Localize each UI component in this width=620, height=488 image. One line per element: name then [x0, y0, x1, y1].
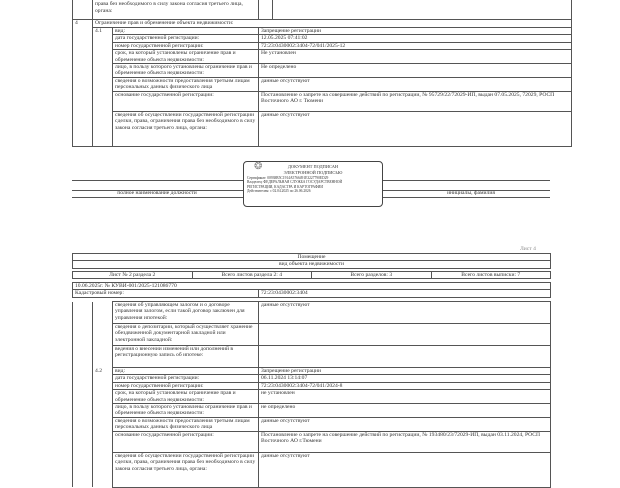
stamp-title: ЭЛЕКТРОННОЙ ПОДПИСЬЮ: [283, 170, 343, 175]
field-value: 72:23:0430002:3404-72/041/2024-8: [259, 382, 551, 389]
object-header: [72, 253, 551, 269]
field-label: вид:: [113, 28, 259, 35]
row-value: [273, 0, 572, 20]
row-label: Ограничение прав и обременение объекта недвижимости:: [93, 20, 572, 28]
stamp-owner: Владелец: ФЕДЕРАЛЬНАЯ СЛУЖБА ГОСУДАРСТВЕННОЙ: [247, 180, 343, 185]
row-num: [73, 0, 93, 20]
field-value: данные отсутствуют: [259, 417, 551, 431]
field-label: номер государственной регистрации:: [113, 382, 259, 389]
field-label: дата государственной регистрации:: [113, 35, 259, 42]
object-type: Помещение: [73, 254, 551, 261]
sub-num: 4.2: [93, 368, 113, 488]
field-value: [259, 346, 551, 368]
field-value: данные отсутствуют: [259, 302, 551, 324]
cadastral-label: Кадастровый номер:: [73, 290, 259, 297]
field-label: срок, на который установлены ограничение прав и обременение объекта недвижимости:: [113, 50, 259, 64]
restrictions-table-top: [72, 0, 572, 147]
field-label: сведения о депозитарии, который осуществляет хранение обездвиженной документарной закладной или электронной закладной:: [113, 324, 259, 346]
stamp-title: ДОКУМЕНТ ПОДПИСАН: [287, 164, 339, 169]
sheet-info-cell: Всего разделов: 3: [312, 272, 432, 279]
cadastral-number: 72:23:0430002:3404: [259, 290, 551, 297]
electronic-signature-stamp: [243, 161, 383, 207]
row-num: [73, 302, 93, 488]
stamp-validity: Действителен: с 02.04.2025 по 26.06.2026: [247, 189, 311, 194]
sheet-info: [72, 271, 551, 279]
field-label: сведения об осуществлении государственной регистрации сделки, права, ограничения права без необходимого в силу закона согласия третьего лица, органа:: [113, 452, 259, 487]
field-label: сведения об управляющем залогом и о договоре управления залогом, если такой договор заключен для управления ипотекой:: [113, 302, 259, 324]
position-label: полное наименование должности: [117, 190, 197, 196]
field-label: номер государственной регистрации:: [113, 42, 259, 49]
sheet-info-cell: Всего листов раздела 2: 4: [192, 272, 312, 279]
field-value: Постановление о запрете на совершение действий по регистрации, № 193480/23/72029-ИП, выдан 03.11.2024, РОСП Восточного АО г.Тюмени: [259, 431, 551, 452]
restrictions-table-bottom: [72, 301, 551, 488]
stamp-owner: РЕГИСТРАЦИИ, КАДАСТРА И КАРТОГРАФИИ: [247, 184, 323, 189]
extract-info: [72, 282, 551, 298]
sheet-info-cell: Всего листов выписки: 7: [431, 272, 551, 279]
sub-num: 4.1: [93, 28, 113, 147]
field-label: лицо, в пользу которого установлены ограничение прав и обременение объекта недвижимости:: [113, 64, 259, 78]
field-value: [259, 324, 551, 346]
field-value: Не установлен: [259, 50, 572, 64]
field-label: основание государственной регистрации:: [113, 91, 259, 111]
field-label: вид:: [113, 368, 259, 375]
field-value: Запрещение регистрации: [259, 28, 572, 35]
sub-num: [259, 0, 273, 20]
stamp-certificate: Сертификат: 00938B5C1914A5766491E3227790ED29: [247, 176, 329, 180]
object-caption: вид объекта недвижимости: [73, 261, 551, 268]
extract-number: 10.06.2025г. № КУВИ-001/2025-121086770: [73, 283, 551, 290]
field-value: не установлен: [259, 390, 551, 404]
field-value: данные отсутствуют: [259, 452, 551, 487]
row-label: права без необходимого в силу закона согласия третьего лица, органа:: [93, 0, 259, 20]
name-label: инициалы, фамилия: [447, 190, 495, 196]
field-value: Не определено: [259, 64, 572, 78]
field-value: данные отсутствуют: [259, 77, 572, 91]
sheet-info-cell: Лист № 2 раздела 2: [73, 272, 193, 279]
sheet-number: Лист 4: [520, 246, 536, 252]
field-value: не определено: [259, 404, 551, 418]
field-value: данные отсутствуют: [259, 111, 572, 146]
row-num: 4: [73, 20, 93, 147]
field-value: 12.05.2025 07:41:02: [259, 35, 572, 42]
sub-num: [93, 302, 113, 368]
field-value: 72:23:0430002:3404-72/041/2025-12: [259, 42, 572, 49]
field-label: дата государственной регистрации:: [113, 375, 259, 382]
field-label: основание государственной регистрации:: [113, 431, 259, 452]
field-value: Постановление о запрете на совершение действий по регистрации, № 95729/22/72029-ИП, выдан 07.05.2025, 72029, РОСП Восточного АО г. Тюмени: [259, 91, 572, 111]
field-label: сведения о возможности предоставления третьим лицам персональных данных физического лица: [113, 77, 259, 91]
field-label: лицо, в пользу которого установлены ограничение прав и обременение объекта недвижимости:: [113, 404, 259, 418]
emblem-icon: ❂: [254, 161, 263, 172]
field-label: ведения о внесении изменений или дополнений в регистрационную запись об ипотеке:: [113, 346, 259, 368]
field-value: Запрещение регистрации: [259, 368, 551, 375]
field-value: 06.11.2024 13:14:07: [259, 375, 551, 382]
field-label: сведения о возможности предоставления третьим лицам персональных данных физического лица: [113, 417, 259, 431]
field-label: срок, на который установлены ограничение прав и обременение объекта недвижимости:: [113, 390, 259, 404]
field-label: сведения об осуществлении государственной регистрации сделки, права, ограничения права без необходимого в силу закона согласия третьего лица, органа:: [113, 111, 259, 146]
